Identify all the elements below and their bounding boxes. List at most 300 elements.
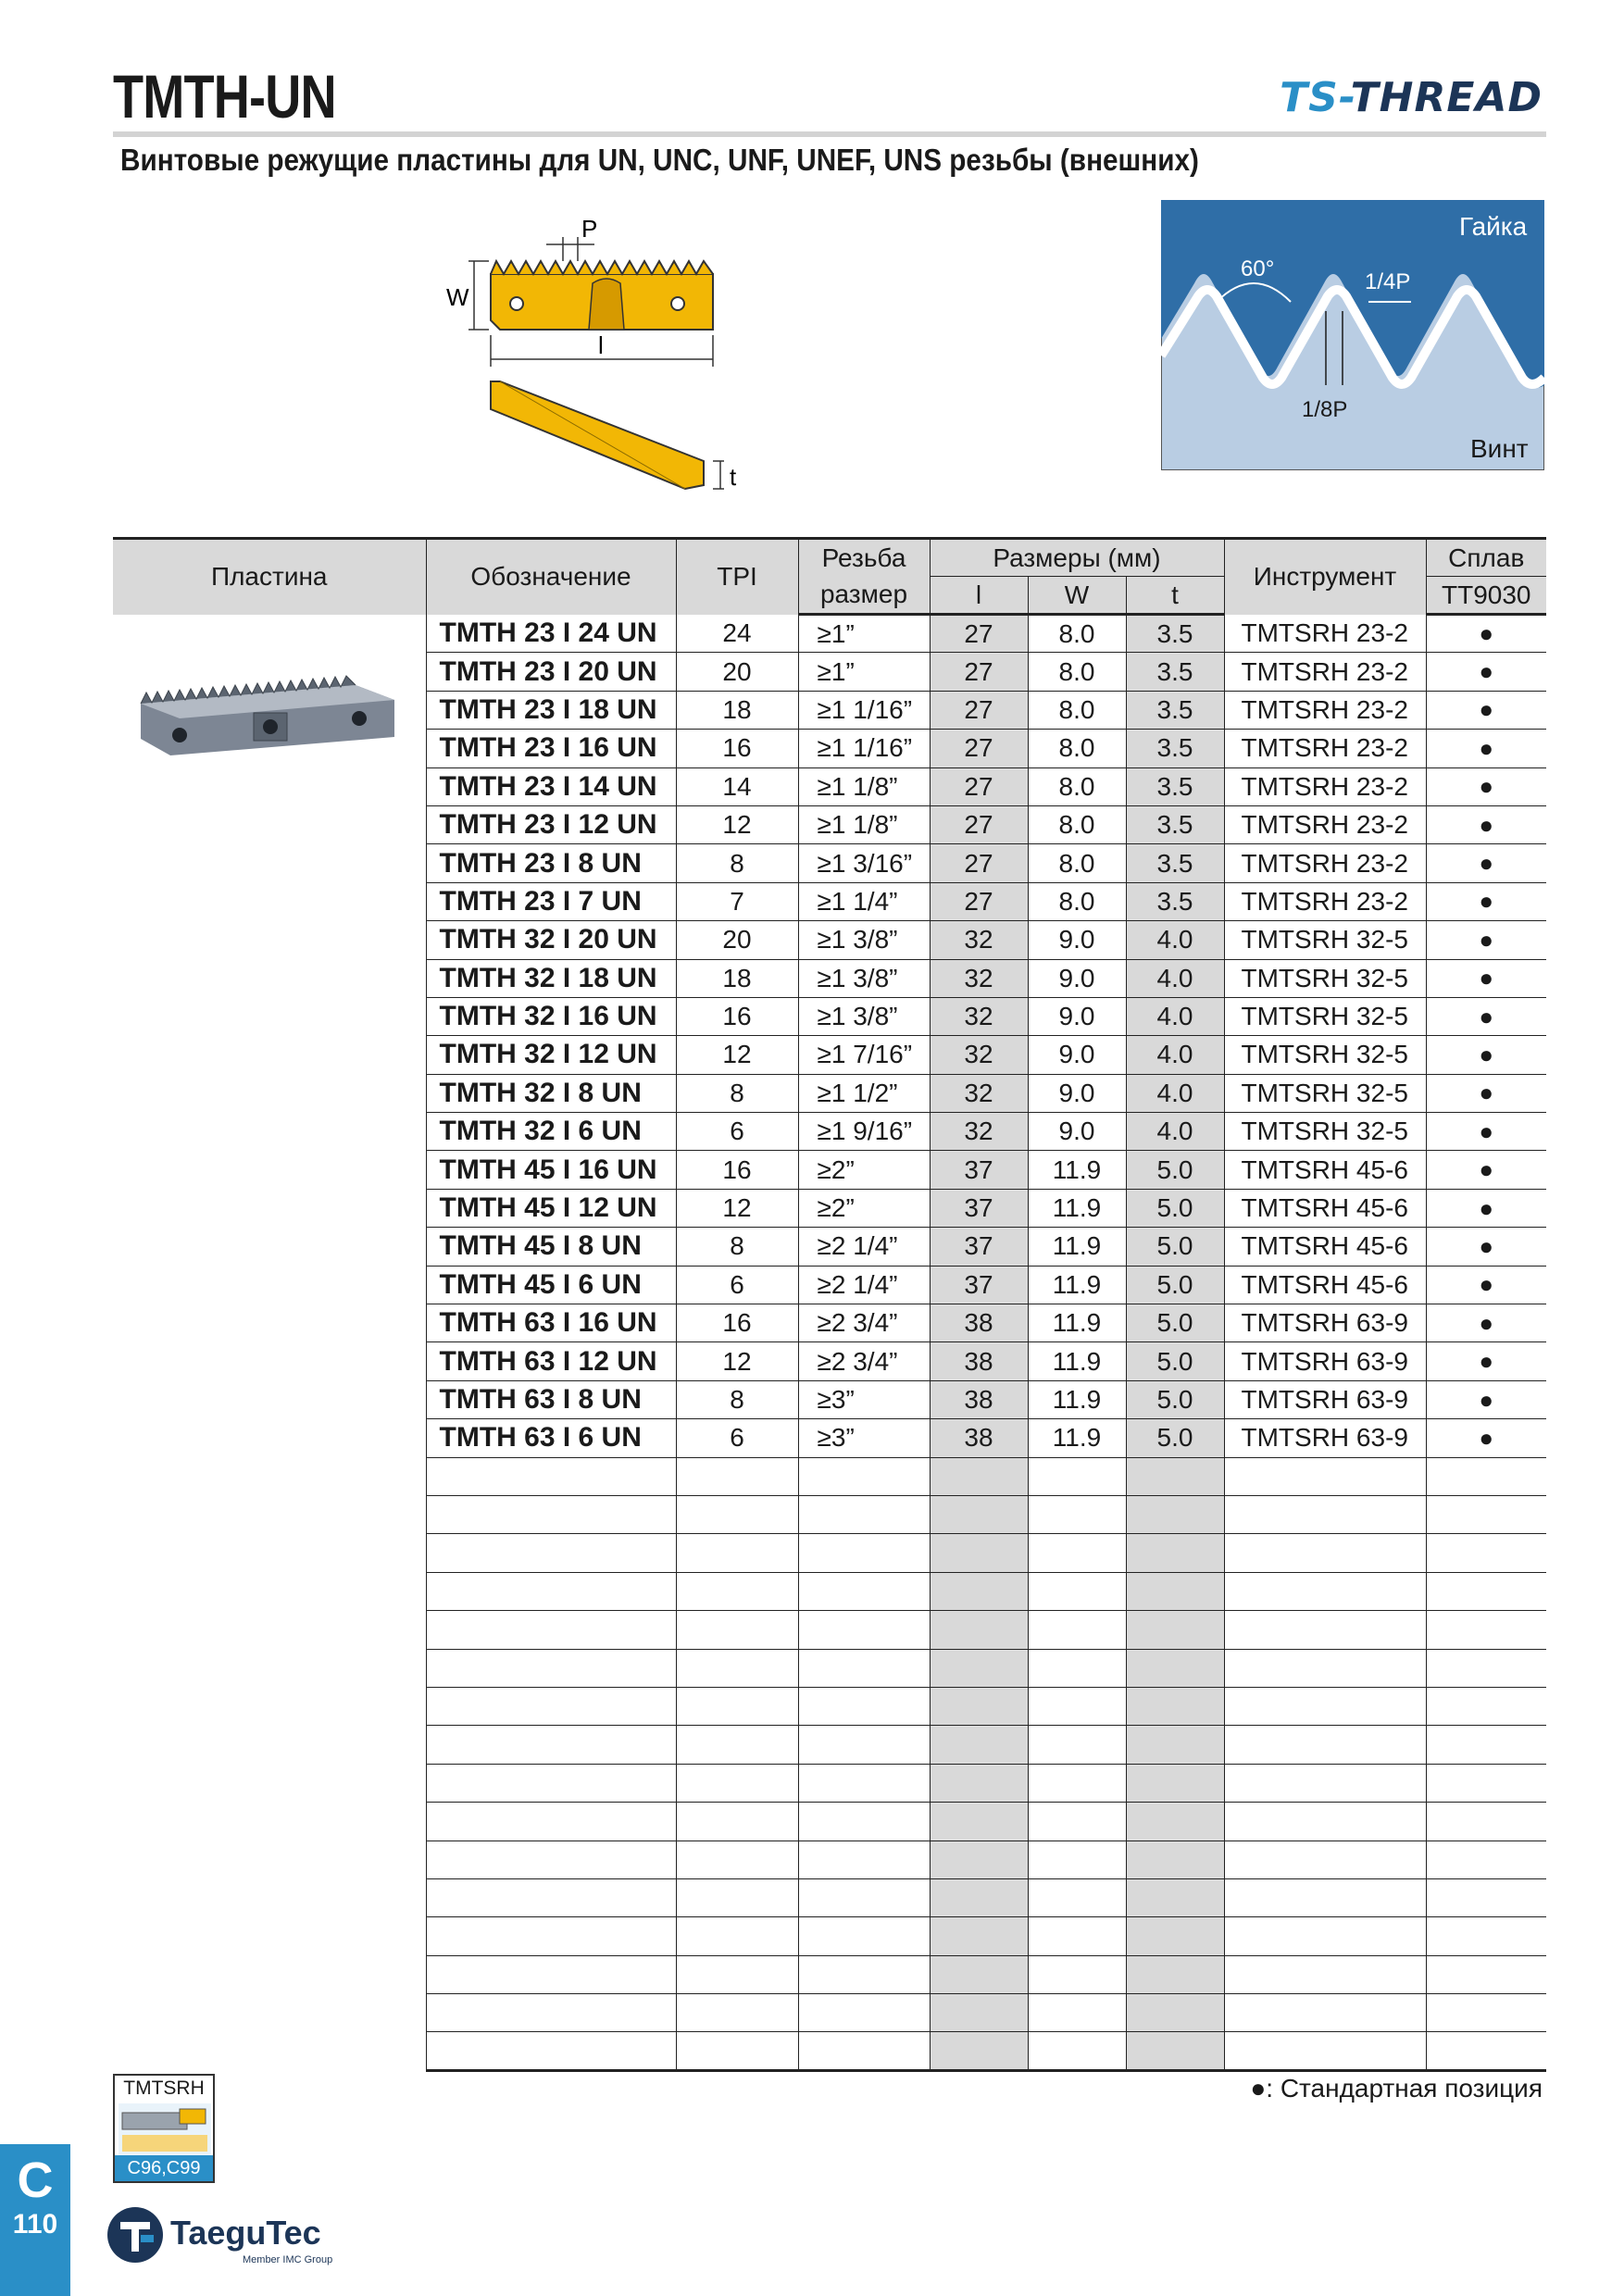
th-thread-line2: размер	[798, 577, 930, 615]
cell-grade-mark	[1426, 1803, 1546, 1841]
th-t: t	[1126, 577, 1224, 615]
cell-w	[1028, 1611, 1126, 1649]
cell-designation: TMTH 45 I 8 UN	[426, 1228, 676, 1266]
cell-t: 3.5	[1126, 615, 1224, 653]
brand-prefix: TS-	[1280, 74, 1351, 121]
label-nut: Гайка	[1459, 212, 1528, 241]
cell-tool: TMTSRH 23-2	[1224, 691, 1426, 729]
cell-grade-mark: ●	[1426, 1304, 1546, 1342]
cell-tpi	[676, 1611, 798, 1649]
cell-tool: TMTSRH 23-2	[1224, 615, 1426, 653]
cell-thread-size	[798, 1649, 930, 1687]
cell-grade-mark	[1426, 1955, 1546, 1993]
cell-w	[1028, 1917, 1126, 1955]
cell-tool: TMTSRH 32-5	[1224, 959, 1426, 997]
cell-tpi: 12	[676, 1189, 798, 1227]
cell-w: 8.0	[1028, 730, 1126, 767]
cell-tpi	[676, 1534, 798, 1572]
cell-tool	[1224, 1572, 1426, 1610]
tool-ref-name: TMTSRH	[123, 2078, 205, 2099]
insert-hole-right	[671, 297, 684, 310]
cell-tpi: 20	[676, 653, 798, 691]
cell-designation	[426, 1611, 676, 1649]
cell-t	[1126, 1803, 1224, 1841]
cell-grade-mark: ●	[1426, 1151, 1546, 1189]
cell-l: 27	[930, 691, 1028, 729]
cell-w: 8.0	[1028, 844, 1126, 882]
cell-w: 9.0	[1028, 1036, 1126, 1074]
cell-grade-mark: ●	[1426, 1342, 1546, 1380]
cell-t: 5.0	[1126, 1228, 1224, 1266]
cell-t	[1126, 1994, 1224, 2032]
cell-grade-mark: ●	[1426, 730, 1546, 767]
th-tool: Инструмент	[1224, 539, 1426, 615]
cell-thread-size	[798, 1687, 930, 1725]
cell-tool	[1224, 1955, 1426, 1993]
cell-l	[930, 1687, 1028, 1725]
th-thread-line1: Резьба	[798, 539, 930, 577]
cell-grade-mark	[1426, 2032, 1546, 2070]
cell-tpi: 7	[676, 882, 798, 920]
cell-l: 32	[930, 1036, 1028, 1074]
cell-tool: TMTSRH 23-2	[1224, 882, 1426, 920]
cell-designation: TMTH 63 I 16 UN	[426, 1304, 676, 1342]
cell-thread-size: ≥1 1/4”	[798, 882, 930, 920]
cell-t: 3.5	[1126, 844, 1224, 882]
cell-tool	[1224, 1687, 1426, 1725]
cell-w	[1028, 1649, 1126, 1687]
insert-side-view	[491, 381, 704, 489]
cell-w: 9.0	[1028, 921, 1126, 959]
cell-tpi	[676, 1841, 798, 1878]
cell-t: 3.5	[1126, 691, 1224, 729]
cell-w: 8.0	[1028, 882, 1126, 920]
cell-grade-mark: ●	[1426, 615, 1546, 653]
cell-t: 4.0	[1126, 997, 1224, 1035]
cell-designation: TMTH 45 I 12 UN	[426, 1189, 676, 1227]
cell-designation	[426, 1994, 676, 2032]
cell-tpi: 6	[676, 1113, 798, 1151]
cell-thread-size	[798, 1534, 930, 1572]
cell-tool	[1224, 1726, 1426, 1764]
cell-tool	[1224, 2032, 1426, 2070]
cell-w: 8.0	[1028, 805, 1126, 843]
cell-thread-size	[798, 1495, 930, 1533]
cell-designation: TMTH 23 I 24 UN	[426, 615, 676, 653]
cell-t: 4.0	[1126, 1036, 1224, 1074]
cell-l	[930, 1841, 1028, 1878]
cell-t: 5.0	[1126, 1342, 1224, 1380]
cell-grade-mark	[1426, 1611, 1546, 1649]
cell-grade-mark	[1426, 1994, 1546, 2032]
cell-t: 3.5	[1126, 767, 1224, 805]
cell-l: 27	[930, 882, 1028, 920]
cell-designation	[426, 1878, 676, 1916]
cell-w: 9.0	[1028, 1113, 1126, 1151]
cell-grade-mark: ●	[1426, 959, 1546, 997]
cell-tpi: 8	[676, 1074, 798, 1112]
cell-designation: TMTH 45 I 6 UN	[426, 1266, 676, 1304]
cell-designation	[426, 1841, 676, 1878]
cell-tool: TMTSRH 32-5	[1224, 921, 1426, 959]
th-grade-name: TT9030	[1426, 577, 1546, 615]
cell-l: 27	[930, 615, 1028, 653]
cell-tool: TMTSRH 32-5	[1224, 1074, 1426, 1112]
cell-l	[930, 1764, 1028, 1802]
cell-designation	[426, 1457, 676, 1495]
cell-t	[1126, 1726, 1224, 1764]
cell-l	[930, 1611, 1028, 1649]
cell-thread-size: ≥2 3/4”	[798, 1342, 930, 1380]
cell-thread-size: ≥1 9/16”	[798, 1113, 930, 1151]
cell-w: 9.0	[1028, 997, 1126, 1035]
cell-l: 37	[930, 1228, 1028, 1266]
cell-w: 8.0	[1028, 615, 1126, 653]
cell-tpi: 18	[676, 959, 798, 997]
cell-tpi	[676, 1955, 798, 1993]
cell-tpi: 24	[676, 615, 798, 653]
cell-grade-mark: ●	[1426, 1419, 1546, 1457]
cell-tpi: 6	[676, 1266, 798, 1304]
cell-t: 5.0	[1126, 1189, 1224, 1227]
cell-tpi	[676, 1726, 798, 1764]
cell-tpi	[676, 1764, 798, 1802]
cell-tool	[1224, 1878, 1426, 1916]
cell-w	[1028, 1687, 1126, 1725]
cell-designation	[426, 1955, 676, 1993]
cell-grade-mark: ●	[1426, 1228, 1546, 1266]
cell-thread-size: ≥1 7/16”	[798, 1036, 930, 1074]
cell-l	[930, 1495, 1028, 1533]
cell-thread-size	[798, 1572, 930, 1610]
page-subtitle: Винтовые режущие пластины для UN, UNC, UNF, UNEF, UNS резьбы (внешних)	[120, 143, 1199, 177]
cell-tool: TMTSRH 63-9	[1224, 1304, 1426, 1342]
cell-thread-size: ≥1 1/8”	[798, 767, 930, 805]
cell-t: 4.0	[1126, 1074, 1224, 1112]
cell-designation	[426, 1495, 676, 1533]
cell-thread-size	[798, 1611, 930, 1649]
cell-designation: TMTH 23 I 16 UN	[426, 730, 676, 767]
cell-l: 32	[930, 921, 1028, 959]
cell-tpi	[676, 1917, 798, 1955]
cell-designation	[426, 1803, 676, 1841]
cell-t	[1126, 1572, 1224, 1610]
th-l: l	[930, 577, 1028, 615]
label-l: l	[598, 331, 604, 359]
cell-grade-mark: ●	[1426, 844, 1546, 882]
cell-t	[1126, 1611, 1224, 1649]
cell-t: 3.5	[1126, 805, 1224, 843]
label-w: W	[446, 283, 469, 311]
cell-t	[1126, 2032, 1224, 2070]
cell-tpi: 8	[676, 1228, 798, 1266]
label-quarter-p: 1/4P	[1365, 269, 1411, 294]
cell-designation: TMTH 32 I 20 UN	[426, 921, 676, 959]
insert-photo-cell	[113, 615, 426, 2071]
cell-tpi	[676, 1572, 798, 1610]
th-grade: Сплав	[1426, 539, 1546, 577]
cell-designation: TMTH 23 I 8 UN	[426, 844, 676, 882]
cell-tool: TMTSRH 23-2	[1224, 767, 1426, 805]
cell-designation	[426, 1649, 676, 1687]
cell-tool	[1224, 1917, 1426, 1955]
cell-tool: TMTSRH 63-9	[1224, 1419, 1426, 1457]
cell-designation	[426, 2032, 676, 2070]
cell-designation: TMTH 23 I 18 UN	[426, 691, 676, 729]
cell-l	[930, 1955, 1028, 1993]
cell-t	[1126, 1457, 1224, 1495]
cell-thread-size	[798, 1803, 930, 1841]
cell-grade-mark: ●	[1426, 1380, 1546, 1418]
cell-l: 37	[930, 1189, 1028, 1227]
logo-subtext: Member IMC Group	[243, 2254, 333, 2265]
cell-tool: TMTSRH 32-5	[1224, 997, 1426, 1035]
cell-w	[1028, 1534, 1126, 1572]
cell-grade-mark: ●	[1426, 1113, 1546, 1151]
cell-designation: TMTH 32 I 16 UN	[426, 997, 676, 1035]
cell-thread-size: ≥1 1/16”	[798, 730, 930, 767]
logo-text: TaeguTec	[170, 2214, 321, 2252]
cell-w: 11.9	[1028, 1228, 1126, 1266]
cell-tpi	[676, 1994, 798, 2032]
insert-hole-left	[510, 297, 523, 310]
cell-thread-size: ≥1”	[798, 653, 930, 691]
cell-l	[930, 1457, 1028, 1495]
cell-designation	[426, 1917, 676, 1955]
cell-tool	[1224, 1534, 1426, 1572]
cell-tool: TMTSRH 23-2	[1224, 805, 1426, 843]
cell-tpi: 16	[676, 1304, 798, 1342]
cell-t	[1126, 1878, 1224, 1916]
cell-grade-mark: ●	[1426, 805, 1546, 843]
cell-l: 38	[930, 1419, 1028, 1457]
cell-l: 38	[930, 1380, 1028, 1418]
cell-thread-size	[798, 1841, 930, 1878]
cell-grade-mark	[1426, 1841, 1546, 1878]
cell-tpi	[676, 1495, 798, 1533]
cell-thread-size: ≥1 1/16”	[798, 691, 930, 729]
cell-t: 4.0	[1126, 959, 1224, 997]
brand-suffix: THREAD	[1350, 74, 1543, 121]
cell-w: 11.9	[1028, 1189, 1126, 1227]
cell-t	[1126, 1649, 1224, 1687]
cell-w	[1028, 2032, 1126, 2070]
cell-grade-mark	[1426, 1534, 1546, 1572]
cell-l: 27	[930, 844, 1028, 882]
cell-grade-mark	[1426, 1764, 1546, 1802]
cell-designation: TMTH 63 I 6 UN	[426, 1419, 676, 1457]
cell-thread-size	[798, 1955, 930, 1993]
cell-thread-size	[798, 1457, 930, 1495]
cell-l	[930, 1726, 1028, 1764]
tool-ref-pages: C96,C99	[115, 2155, 213, 2181]
cell-l	[930, 1803, 1028, 1841]
cell-grade-mark	[1426, 1726, 1546, 1764]
cell-l	[930, 1534, 1028, 1572]
cell-t: 5.0	[1126, 1304, 1224, 1342]
cell-l: 32	[930, 959, 1028, 997]
cell-thread-size: ≥2 1/4”	[798, 1228, 930, 1266]
cell-t: 5.0	[1126, 1266, 1224, 1304]
cell-w: 11.9	[1028, 1151, 1126, 1189]
cell-w: 9.0	[1028, 1074, 1126, 1112]
cell-tpi: 14	[676, 767, 798, 805]
cell-t: 5.0	[1126, 1151, 1224, 1189]
cell-grade-mark: ●	[1426, 921, 1546, 959]
cell-tool: TMTSRH 23-2	[1224, 653, 1426, 691]
cell-tpi	[676, 1878, 798, 1916]
cell-w	[1028, 1495, 1126, 1533]
cell-tool	[1224, 1994, 1426, 2032]
cell-grade-mark: ●	[1426, 882, 1546, 920]
cell-l	[930, 1878, 1028, 1916]
cell-t	[1126, 1764, 1224, 1802]
cell-tool	[1224, 1803, 1426, 1841]
cell-thread-size	[798, 1917, 930, 1955]
cell-thread-size: ≥3”	[798, 1419, 930, 1457]
cell-grade-mark	[1426, 1878, 1546, 1916]
thread-profile-diagram	[1161, 200, 1544, 470]
cell-grade-mark: ●	[1426, 997, 1546, 1035]
cell-grade-mark: ●	[1426, 691, 1546, 729]
th-dimensions: Размеры (мм)	[930, 539, 1224, 577]
cell-w	[1028, 1726, 1126, 1764]
cell-w	[1028, 1572, 1126, 1610]
cell-w: 11.9	[1028, 1419, 1126, 1457]
cell-grade-mark	[1426, 1917, 1546, 1955]
cell-t	[1126, 1495, 1224, 1533]
taegutec-logo	[104, 2203, 363, 2268]
cell-tool	[1224, 1764, 1426, 1802]
cell-grade-mark: ●	[1426, 653, 1546, 691]
cell-grade-mark: ●	[1426, 767, 1546, 805]
cell-thread-size: ≥1 3/16”	[798, 844, 930, 882]
cell-w: 11.9	[1028, 1380, 1126, 1418]
cell-l: 27	[930, 805, 1028, 843]
label-angle: 60°	[1241, 256, 1275, 281]
insert-photo	[113, 615, 426, 763]
cell-tool: TMTSRH 63-9	[1224, 1342, 1426, 1380]
cell-l: 27	[930, 730, 1028, 767]
cell-t: 5.0	[1126, 1419, 1224, 1457]
cell-t	[1126, 1841, 1224, 1878]
cell-grade-mark: ●	[1426, 1266, 1546, 1304]
label-bolt: Винт	[1470, 434, 1529, 463]
cell-l: 32	[930, 1074, 1028, 1112]
cell-designation: TMTH 23 I 14 UN	[426, 767, 676, 805]
cell-l	[930, 1917, 1028, 1955]
cell-thread-size	[798, 1994, 930, 2032]
title-rule	[113, 131, 1546, 137]
cell-w	[1028, 1803, 1126, 1841]
cell-designation	[426, 1534, 676, 1572]
cell-thread-size	[798, 1878, 930, 1916]
table-body	[113, 615, 1546, 2071]
cell-l	[930, 1572, 1028, 1610]
cell-designation: TMTH 23 I 12 UN	[426, 805, 676, 843]
cell-w: 8.0	[1028, 691, 1126, 729]
cell-grade-mark	[1426, 1687, 1546, 1725]
cell-t: 3.5	[1126, 882, 1224, 920]
cell-w: 8.0	[1028, 653, 1126, 691]
cell-thread-size: ≥2”	[798, 1189, 930, 1227]
cell-designation	[426, 1726, 676, 1764]
cell-designation: TMTH 45 I 16 UN	[426, 1151, 676, 1189]
cell-thread-size	[798, 2032, 930, 2070]
page-title: TMTH-UN	[113, 62, 336, 131]
cell-tool: TMTSRH 32-5	[1224, 1036, 1426, 1074]
cell-thread-size: ≥1 3/8”	[798, 921, 930, 959]
cell-thread-size: ≥1”	[798, 615, 930, 653]
cell-tool	[1224, 1649, 1426, 1687]
cell-tpi: 6	[676, 1419, 798, 1457]
cell-tool	[1224, 1457, 1426, 1495]
cell-w: 11.9	[1028, 1266, 1126, 1304]
cell-designation: TMTH 32 I 6 UN	[426, 1113, 676, 1151]
cell-tpi	[676, 1687, 798, 1725]
insert-teeth	[491, 261, 713, 274]
th-designation: Обозначение	[426, 539, 676, 615]
cell-l	[930, 1649, 1028, 1687]
insert-dimension-drawing	[435, 218, 768, 515]
cell-designation: TMTH 32 I 18 UN	[426, 959, 676, 997]
cell-l: 27	[930, 653, 1028, 691]
cell-tpi: 12	[676, 805, 798, 843]
cell-t: 5.0	[1126, 1380, 1224, 1418]
legend-standard-item: ●: Стандартная позиция	[1250, 2074, 1543, 2103]
cell-tpi	[676, 1457, 798, 1495]
cell-designation: TMTH 32 I 8 UN	[426, 1074, 676, 1112]
cell-tpi: 8	[676, 844, 798, 882]
label-eighth-p: 1/8P	[1302, 397, 1348, 422]
cell-w: 8.0	[1028, 767, 1126, 805]
cell-tpi: 16	[676, 730, 798, 767]
cell-t	[1126, 1955, 1224, 1993]
tool-reference-box[interactable]	[113, 2074, 215, 2183]
cell-tool: TMTSRH 23-2	[1224, 844, 1426, 882]
insert-spec-table	[113, 537, 1546, 2072]
cell-l: 27	[930, 767, 1028, 805]
cell-tpi: 16	[676, 997, 798, 1035]
cell-thread-size	[798, 1726, 930, 1764]
cell-designation: TMTH 63 I 8 UN	[426, 1380, 676, 1418]
cell-w	[1028, 1457, 1126, 1495]
cell-tool: TMTSRH 32-5	[1224, 1113, 1426, 1151]
section-tab	[0, 2144, 70, 2296]
cell-grade-mark: ●	[1426, 1189, 1546, 1227]
cell-t: 3.5	[1126, 730, 1224, 767]
cell-t: 4.0	[1126, 921, 1224, 959]
cell-grade-mark: ●	[1426, 1074, 1546, 1112]
cell-t	[1126, 1917, 1224, 1955]
cell-tpi: 16	[676, 1151, 798, 1189]
cell-tpi: 12	[676, 1342, 798, 1380]
cell-thread-size: ≥3”	[798, 1380, 930, 1418]
cell-tpi: 20	[676, 921, 798, 959]
cell-thread-size: ≥2 3/4”	[798, 1304, 930, 1342]
th-insert: Пластина	[113, 539, 426, 615]
cell-grade-mark	[1426, 1457, 1546, 1495]
cell-w	[1028, 1955, 1126, 1993]
cell-l: 38	[930, 1304, 1028, 1342]
cell-tool: TMTSRH 45-6	[1224, 1228, 1426, 1266]
cell-tool: TMTSRH 23-2	[1224, 730, 1426, 767]
cell-w	[1028, 1841, 1126, 1878]
cell-tpi: 8	[676, 1380, 798, 1418]
cell-designation: TMTH 63 I 12 UN	[426, 1342, 676, 1380]
cell-l: 38	[930, 1342, 1028, 1380]
cell-tool	[1224, 1841, 1426, 1878]
